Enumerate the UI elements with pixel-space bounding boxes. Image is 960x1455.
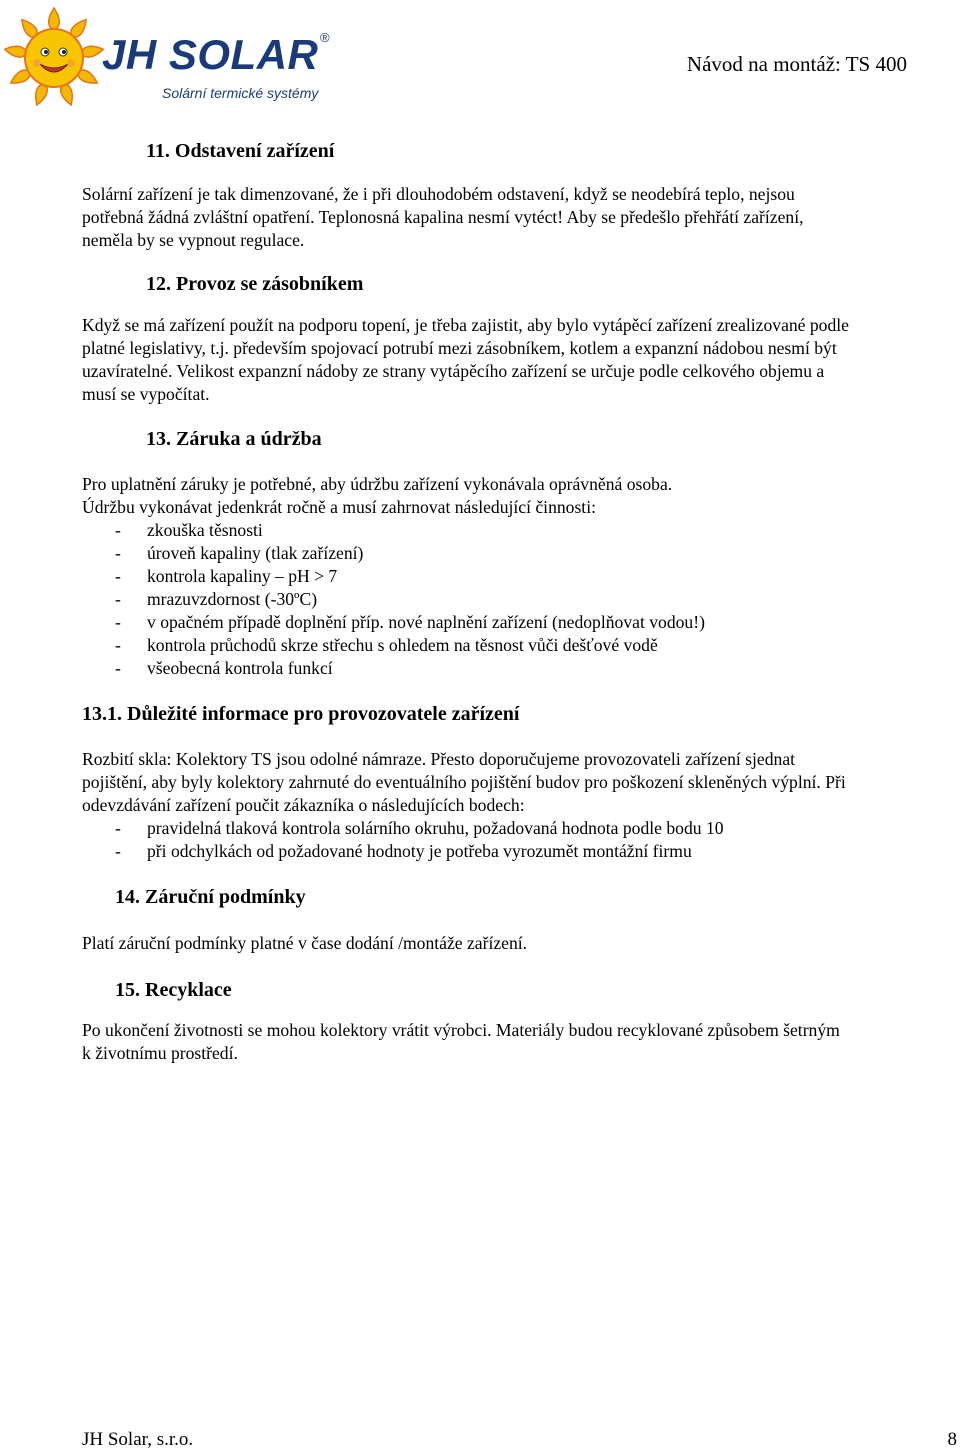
list-item: - kontrola kapaliny – pH > 7	[82, 565, 958, 588]
document-title: Návod na montáž: TS 400	[686, 52, 907, 76]
brand-subtitle: Solární termické systémy	[162, 85, 319, 101]
registered-mark: ®	[320, 30, 330, 45]
document-body	[82, 136, 958, 1065]
section-13-heading: 13. Záruka a údržba	[146, 428, 322, 450]
text-line: Údržbu vykonávat jedenkrát ročně a musí zahrnovat následující činnosti:	[82, 497, 596, 517]
list-item: - mrazuvzdornost (-30ºC)	[82, 588, 958, 611]
list-item: - pravidelná tlaková kontrola solárního okruhu, požadovaná hodnota podle bodu 10	[82, 817, 958, 840]
text-line: neměla by se vypnout regulace.	[82, 230, 305, 250]
list-item: - úroveň kapaliny (tlak zařízení)	[82, 542, 958, 565]
section-13-1-text	[82, 748, 958, 817]
text-line: Po ukončení životnosti se mohou kolektory vrátit výrobci. Materiály budou recyklované způsobem šetrným	[82, 1020, 840, 1040]
list-item: - zkouška těsnosti	[82, 519, 958, 542]
section-14-text	[82, 932, 958, 955]
text-line: pojištění, aby byly kolektory zahrnuté do eventuálního pojištění budov pro poškození skleněných výplní. Při	[82, 772, 846, 792]
section-15-heading: 15. Recyklace	[115, 979, 232, 1001]
sun-icon	[4, 4, 114, 108]
footer-company: JH Solar, s.r.o.	[82, 1429, 194, 1450]
section-12-text	[82, 314, 958, 406]
section-12-heading: 12. Provoz se zásobníkem	[146, 273, 364, 295]
text-line: potřebná žádná zvláštní opatření. Teplonosná kapalina nesmí vytéct! Aby se předešlo přehřátí zařízení,	[82, 207, 804, 227]
text-line: Rozbití skla: Kolektory TS jsou odolné námraze. Přesto doporučujeme provozovateli zařízení sjednat	[82, 749, 796, 769]
section-13-text	[82, 473, 958, 519]
section-11-text	[82, 183, 958, 252]
text-line: platné legislativy, t.j. především spojovací potrubí mezi zásobníkem, kotlem a expanzní nádobou nesmí být	[82, 338, 837, 358]
page-number: 8	[947, 1429, 957, 1450]
section-15-text	[82, 1019, 958, 1065]
brand-name: JH SOLAR	[102, 31, 319, 78]
list-item: - v opačném případě doplnění příp. nové naplnění zařízení (nedoplňovat vodou!)	[82, 611, 958, 634]
logo	[4, 4, 344, 108]
section-11-heading: 11. Odstavení zařízení	[146, 140, 335, 162]
operator-info-list	[82, 817, 958, 863]
text-line: uzavíratelné. Velikost expanzní nádoby ze strany vytápěcího zařízení se určuje podle celkového objemu a	[82, 361, 825, 381]
text-line: Solární zařízení je tak dimenzované, že i při dlouhodobém odstavení, když se neodebírá teplo, nejsou	[82, 184, 795, 204]
list-item: - kontrola průchodů skrze střechu s ohledem na těsnost vůči dešťové vodě	[82, 634, 958, 657]
section-13-1-heading: 13.1. Důležité informace pro provozovatele zařízení	[82, 703, 520, 725]
text-line: k životnímu prostředí.	[82, 1043, 238, 1063]
section-14-heading: 14. Záruční podmínky	[115, 886, 306, 908]
text-line: Platí záruční podmínky platné v čase dodání /montáže zařízení.	[82, 933, 528, 953]
maintenance-list	[82, 519, 958, 680]
text-line: Pro uplatnění záruky je potřebné, aby údržbu zařízení vykonávala oprávněná osoba.	[82, 474, 673, 494]
text-line: musí se vypočítat.	[82, 384, 210, 404]
text-line: odevzdávání zařízení poučit zákazníka o následujících bodech:	[82, 795, 525, 815]
list-item: - všeobecná kontrola funkcí	[82, 657, 958, 680]
text-line: Když se má zařízení použít na podporu topení, je třeba zajistit, aby bylo vytápěcí zařízení zrealizované podle	[82, 315, 849, 335]
list-item: - při odchylkách od požadované hodnoty je potřeba vyrozumět montážní firmu	[82, 840, 958, 863]
